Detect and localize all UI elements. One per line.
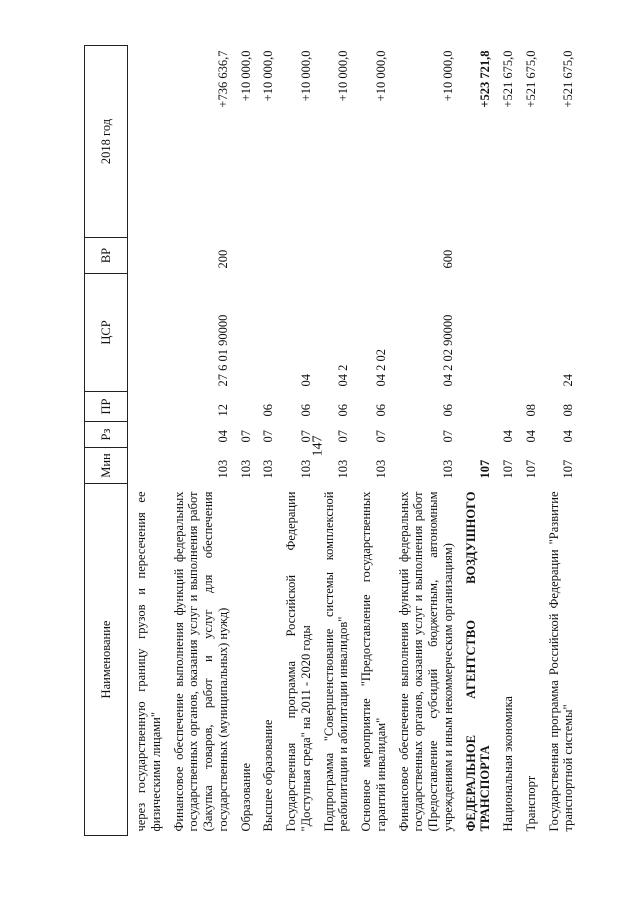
cell-vr: [233, 238, 256, 274]
cell-csr: [233, 274, 256, 392]
cell-amount: +521 675,0: [523, 50, 538, 108]
cell-csr: [128, 274, 166, 392]
cell-pr: [233, 392, 256, 422]
cell-name: ФЕДЕРАЛЬНОЕ АГЕНТСТВО ВОЗДУШНОГО ТРАНСПОРТА: [463, 491, 493, 832]
table-row: [391, 46, 458, 836]
table-row: [495, 46, 518, 836]
cell-pr: 06: [440, 404, 455, 417]
cell-name: Государственная программа Российской Федерации "Развитие транспортной системы": [546, 491, 576, 832]
budget-table: [84, 45, 578, 836]
cell-csr: 24: [561, 374, 576, 387]
cell-min: 107: [501, 459, 515, 479]
cell-pr: [495, 392, 518, 422]
cell-pr: 12: [215, 404, 230, 417]
cell-amount: +10 000,0: [261, 50, 276, 102]
header-rz: Рз: [85, 422, 128, 448]
cell-vr: [458, 238, 496, 274]
cell-vr: [128, 238, 166, 274]
cell-min: 103: [440, 459, 455, 479]
cell-name: Национальная экономика: [501, 696, 515, 832]
cell-vr: [278, 238, 316, 274]
table-body: [128, 46, 579, 836]
cell-min: 103: [261, 459, 276, 479]
cell-vr: [518, 238, 541, 274]
table-row: [278, 46, 316, 836]
cell-rz: 07: [373, 430, 388, 443]
cell-min: 103: [373, 459, 388, 479]
cell-name: Образование: [238, 762, 253, 832]
cell-rz: 04: [215, 430, 230, 443]
table-row: [518, 46, 541, 836]
cell-pr: 08: [561, 404, 576, 417]
table-row: [166, 46, 233, 836]
budget-table-sheet: [84, 46, 584, 836]
cell-amount: +10 000,0: [373, 50, 388, 102]
cell-name: Финансовое обеспечение выполнения функций федеральных государственных органов, оказания услуг и выполнения работ (Предоставление субсидий бюджетным, автономным учреждениям и иным некоммерческим организациям): [396, 491, 455, 832]
cell-name: Основное мероприятие "Предоставление государственных гарантий инвалидам": [359, 491, 388, 832]
table-row: [316, 46, 354, 836]
cell-vr: 200: [215, 249, 230, 269]
cell-min: 107: [561, 459, 576, 479]
table-row: [541, 46, 579, 836]
cell-min: 103: [298, 459, 313, 479]
cell-rz: 07: [298, 430, 313, 443]
cell-vr: 600: [440, 249, 455, 269]
cell-min: 103: [238, 459, 253, 479]
table-row: [128, 46, 166, 836]
cell-min: 107: [523, 459, 538, 479]
cell-pr: 08: [523, 404, 538, 417]
cell-csr: 04: [298, 374, 313, 387]
cell-pr: [128, 392, 166, 422]
cell-csr: [458, 274, 496, 392]
cell-csr: 04 2 02 90000: [440, 314, 455, 387]
cell-amount: [128, 46, 166, 238]
cell-rz: 07: [238, 430, 253, 443]
cell-vr: [316, 238, 354, 274]
cell-amount: +523 721,8: [478, 50, 493, 108]
cell-rz: 07: [261, 430, 276, 443]
cell-vr: [541, 238, 579, 274]
cell-amount: +10 000,0: [336, 50, 351, 102]
header-min: Мин: [85, 448, 128, 484]
cell-rz: 07: [336, 430, 351, 443]
cell-vr: [255, 238, 278, 274]
cell-amount: +736 636,7: [215, 50, 230, 108]
cell-amount: +521 675,0: [561, 50, 576, 108]
cell-min: [128, 448, 166, 484]
cell-pr: [458, 392, 496, 422]
cell-csr: 04 2 02: [373, 349, 388, 387]
cell-name: Подпрограмма "Совершенствование системы комплексной реабилитации и абилитации инвалидов": [321, 491, 351, 832]
cell-csr: [495, 274, 518, 392]
page-number: 147: [310, 435, 326, 457]
table-row: [255, 46, 278, 836]
cell-csr: [255, 274, 278, 392]
cell-csr: 27 6 01 90000: [215, 314, 230, 387]
table-row: [458, 46, 496, 836]
table-row: [233, 46, 256, 836]
cell-pr: 06: [336, 404, 351, 417]
table-header-row: [85, 46, 128, 836]
cell-vr: [353, 238, 391, 274]
cell-pr: 06: [261, 404, 276, 417]
cell-vr: [495, 238, 518, 274]
cell-amount: +521 675,0: [501, 50, 515, 108]
cell-name: Финансовое обеспечение выполнения функций федеральных государственных органов, оказания услуг и выполнения работ (Закупка товаров, работ и услуг для обеспечения государственных (муниципальных) нужд): [171, 491, 230, 832]
cell-pr: 06: [373, 404, 388, 417]
cell-csr: 04 2: [336, 364, 351, 387]
cell-csr: [518, 274, 541, 392]
cell-rz: 07: [440, 430, 455, 443]
cell-rz: 04: [561, 430, 576, 443]
table-row: [353, 46, 391, 836]
cell-pr: 06: [298, 404, 313, 417]
cell-name: через государственную границу грузов и пересечения ее физическими лицами": [134, 491, 163, 832]
cell-rz: [128, 422, 166, 448]
cell-amount: +10 000,0: [238, 50, 253, 102]
header-csr: ЦСР: [85, 274, 128, 392]
header-name: Наименование: [85, 484, 128, 836]
cell-amount: +10 000,0: [298, 50, 313, 102]
cell-amount: +10 000,0: [440, 50, 455, 102]
header-pr: ПР: [85, 392, 128, 422]
cell-min: 103: [215, 459, 230, 479]
header-vr: ВР: [85, 238, 128, 274]
header-amount: 2018 год: [85, 46, 128, 238]
cell-name: Транспорт: [523, 775, 538, 832]
cell-min: 107: [478, 459, 493, 479]
cell-rz: 04: [523, 430, 538, 443]
cell-name: Государственная программа Российской Федерации "Доступная среда" на 2011 - 2020 годы: [284, 491, 313, 832]
cell-rz: [458, 422, 496, 448]
cell-name: Высшее образование: [261, 719, 276, 832]
cell-rz: 04: [501, 430, 515, 443]
cell-min: 103: [336, 459, 351, 479]
